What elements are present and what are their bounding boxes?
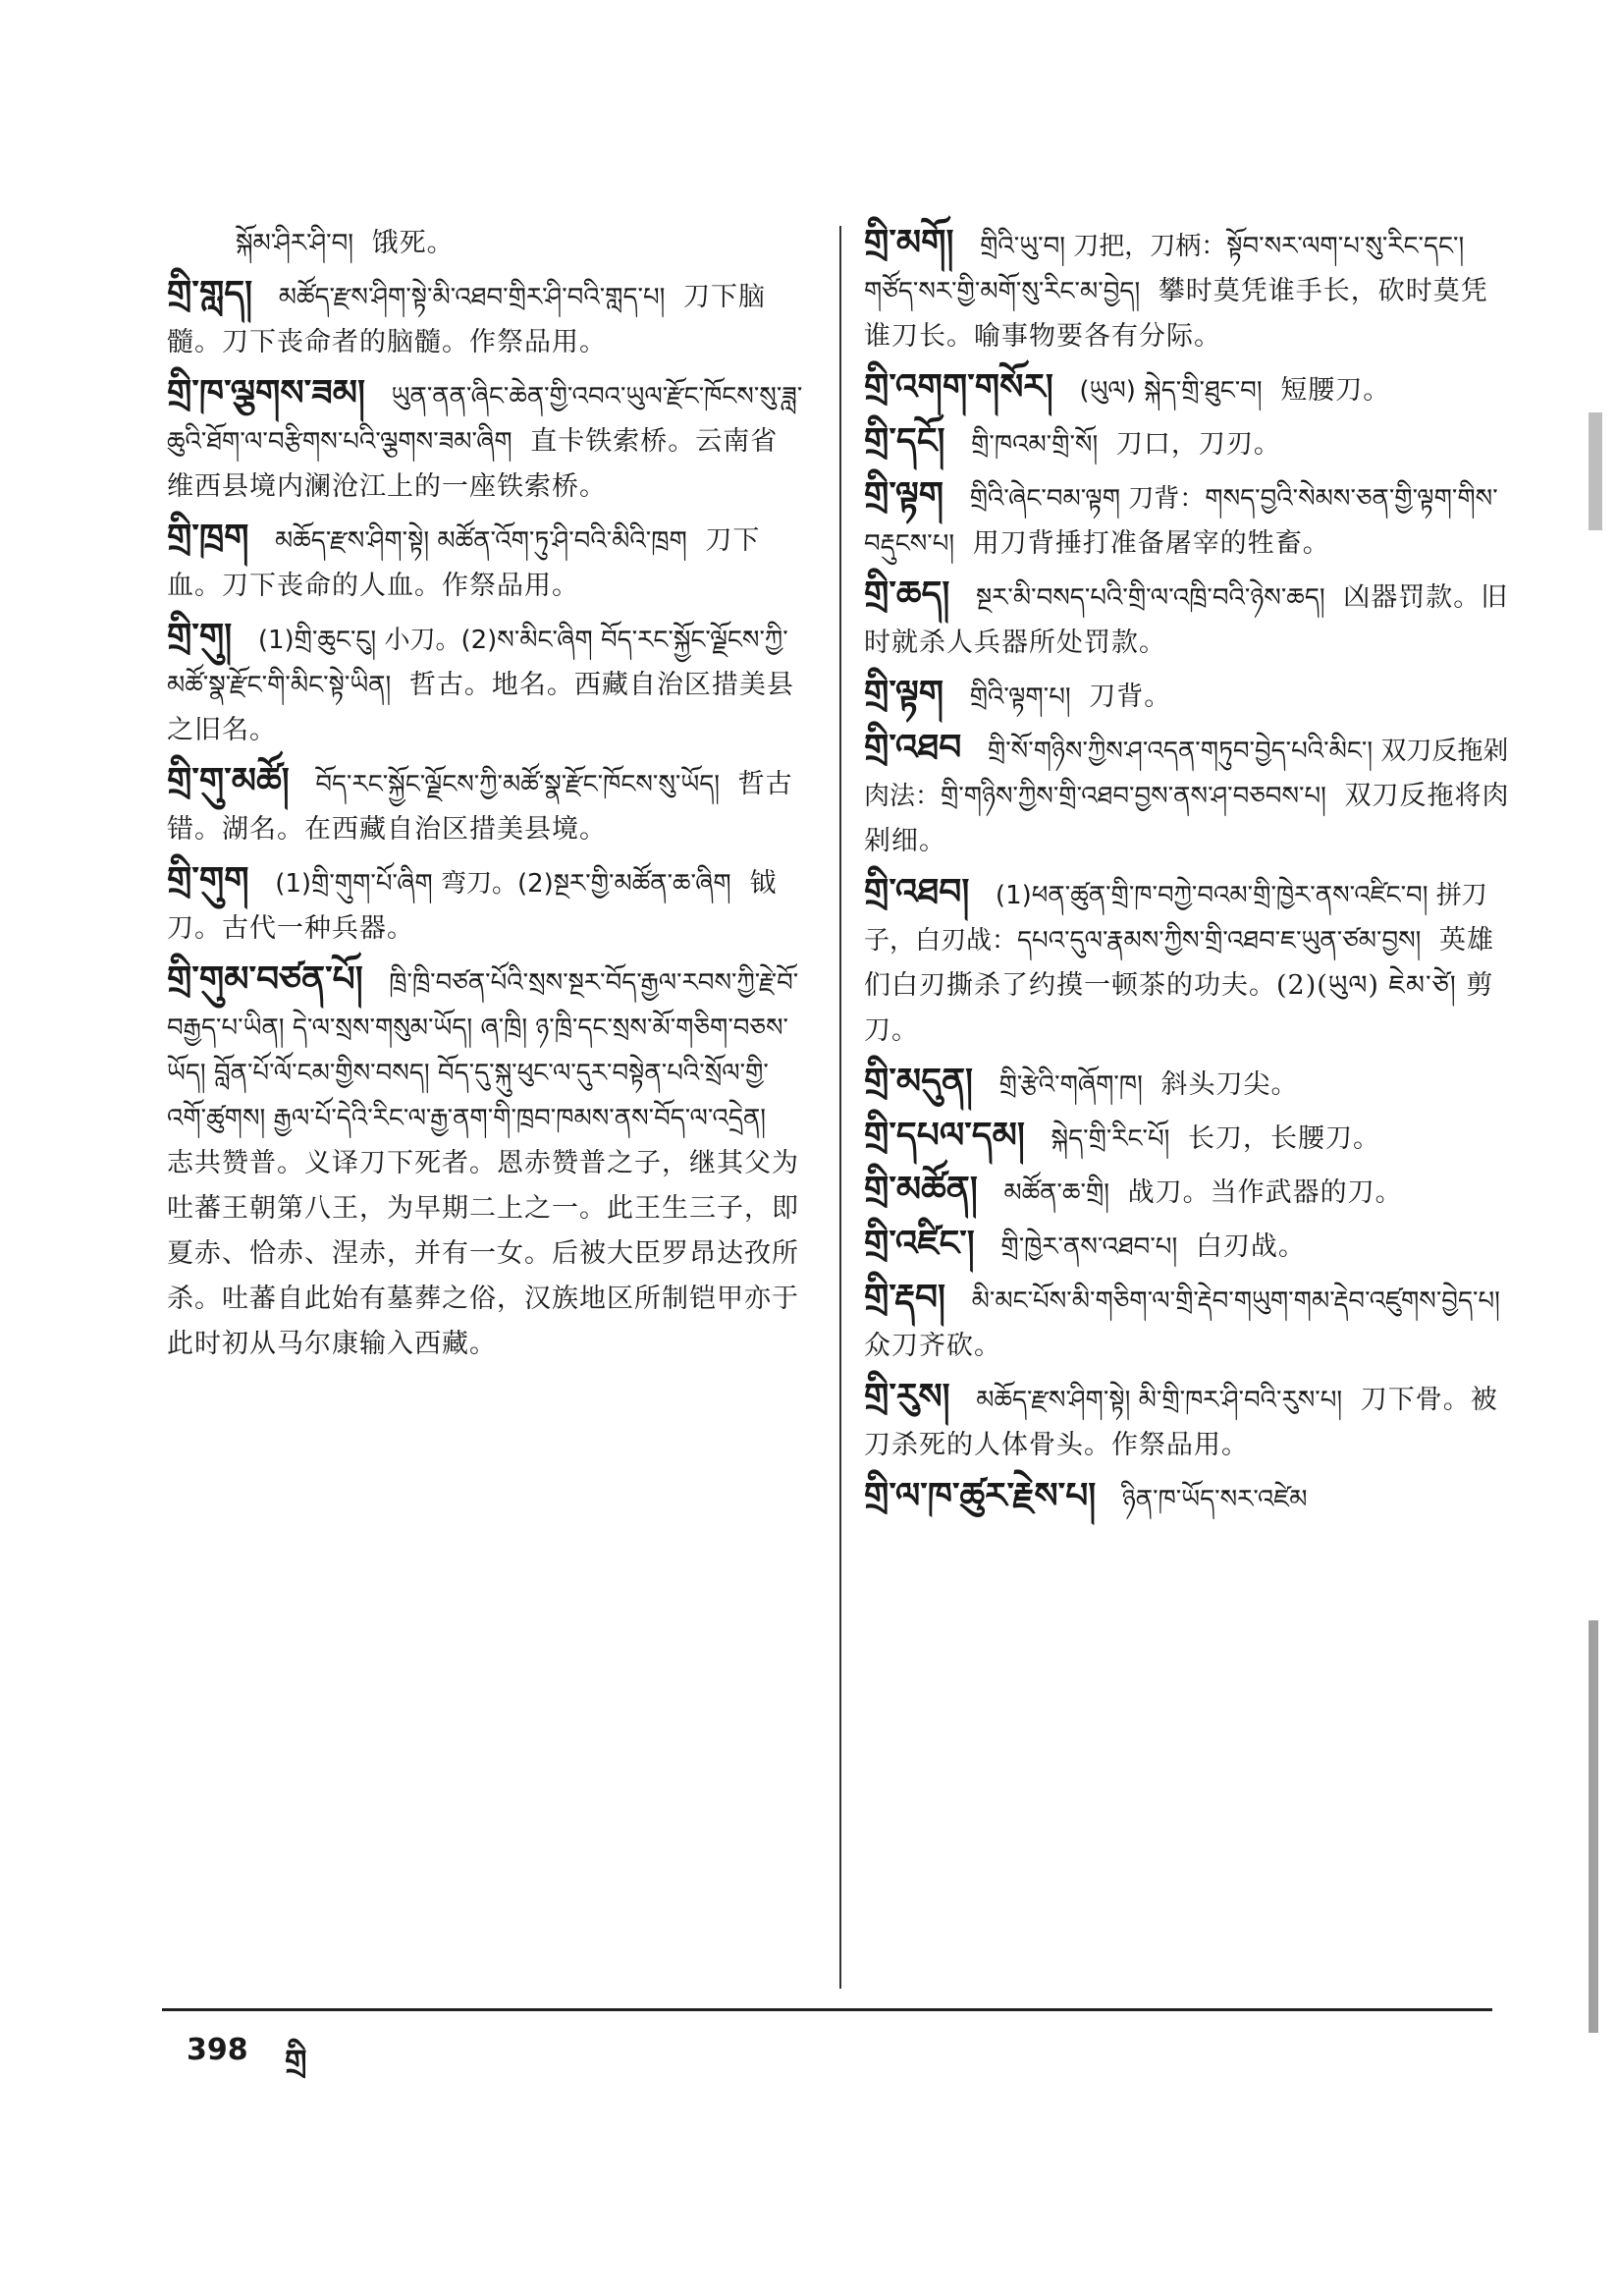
- dictionary-entry: [864, 1375, 1512, 1468]
- dictionary-entry: [864, 672, 1512, 720]
- entry-headword: གྲི་གུ་མཚོ།: [167, 761, 290, 801]
- dictionary-entry: [864, 1168, 1512, 1216]
- entry-headword: གྲི་གུ།: [167, 617, 233, 657]
- entry-chinese: 用刀背捶打准备屠宰的牲畜。: [972, 528, 1330, 559]
- dictionary-entry: [167, 858, 805, 952]
- entry-headword: གྲི་མགོ།: [864, 223, 954, 263]
- entry-headword: གྲི་གླད།: [167, 274, 253, 314]
- entry-chinese: 凶器罚款。旧时就杀人兵器所处罚款。: [864, 582, 1509, 658]
- entry-tibetan: མཚོད་རྫས་ཤིག་སྟེ་མི་འཐབ་གྲིར་ཤི་བའི་གླད་པ།: [278, 283, 666, 312]
- entry-headword: གྲི་རྡབ།: [864, 1278, 946, 1318]
- entry-chinese: 饿死。: [371, 228, 455, 258]
- dictionary-entry: [864, 473, 1512, 567]
- dictionary-entry: [167, 221, 805, 266]
- entry-chinese: 战刀。当作武器的刀。: [1127, 1177, 1403, 1208]
- page-number: 398: [187, 2033, 248, 2067]
- entry-tibetan: མཆོད་རྫས་ཤིག་སྟེ། མི་གྲི་ཁར་ཤི་བའི་རུས་པ།: [976, 1386, 1343, 1415]
- entry-tibetan: མི་མང་པོས་མི་གཅིག་ལ་གྲི་རྡེབ་གཡུག་གམ་རྡེབ་འཛུགས་བྱེད་པ།: [971, 1286, 1500, 1316]
- entry-tibetan: (1)གྲི་གུག་པོ་ཞིག 弯刀。(2)སྔར་གྱི་མཚོན་ཆ་ཞིག: [275, 869, 731, 899]
- entry-tibetan: གྲི་རྩེའི་གཞོག་ཁ།: [998, 1070, 1143, 1100]
- entry-headword: གྲི་འགག་གསོར།: [864, 367, 1053, 408]
- entry-chinese: 英雄们白刃撕杀了约摸一顿茶的功夫。(2)(ཡུལ) ཇེམ་ཙེ། 剪刀。: [864, 925, 1495, 1046]
- running-head: གྲི: [285, 2043, 307, 2080]
- entry-chinese: 长刀，长腰刀。: [1188, 1123, 1381, 1154]
- dictionary-entry: [864, 1114, 1512, 1162]
- entry-headword: གྲི་གུག: [167, 860, 249, 901]
- entry-headword: གྲི་གུམ་བཙན་པོ།: [167, 959, 363, 1000]
- entry-headword: གྲི་མདུན།: [864, 1062, 974, 1102]
- footer-rule: [162, 2008, 1492, 2011]
- entry-headword: གྲི་ཁ་ལྕགས་ཟམ།: [167, 373, 366, 413]
- entry-tibetan: གྲི་སོ་གཉིས་ཀྱིས་ཤ་འདན་གཏུབ་བྱེད་པའི་མིང་། 双刀反拖剁肉法：གྲི་གཉིས་ཀྱིས་གྲི་འཐབ་བྱས་ནས་ཤ་བཅབས་པ།: [864, 737, 1509, 811]
- scan-edge-mark: [1589, 412, 1602, 530]
- entry-chinese: 斜头刀尖。: [1160, 1069, 1299, 1100]
- entry-chinese: 众刀齐砍。: [864, 1331, 1001, 1361]
- entry-headword: གྲི་དངོ།: [864, 421, 945, 462]
- dictionary-entry: [864, 726, 1512, 864]
- entry-headword: གྲི་འཛིང་།: [864, 1224, 975, 1264]
- dictionary-entry: [864, 1474, 1512, 1522]
- entry-chinese: 哲古。地名。西藏自治区措美县之旧名。: [167, 670, 794, 745]
- dictionary-entry: [864, 1060, 1512, 1108]
- entry-headword: གྲི་ཆད།: [864, 574, 950, 615]
- entry-tibetan: བོད་རང་སྐྱོང་ལྗོངས་ཀྱི་མཚོ་སྣ་རྫོང་ཁོངས་སུ་ཡོད།: [315, 770, 721, 799]
- entry-tibetan: གྲིའི་ལྟག་པ།: [969, 683, 1071, 712]
- entry-tibetan: གྲི་ཁའམ་གྲི་སོ།: [971, 430, 1099, 460]
- entry-headword: གྲི་རུས།: [864, 1377, 950, 1417]
- entry-tibetan: (1)གྲི་ཆུང་ངུ། 小刀。(2)ས་མིང་ཞིག བོད་རང་སྐྱོང་ལྗོངས་ཀྱི་མཚོ་སྣ་རྫོང་གི་མིང་སྟེ་ཡིན།: [167, 626, 788, 700]
- entry-headword: གྲི་ལ་ཁ་ཚུར་རྗེས་པ།: [864, 1476, 1097, 1516]
- dictionary-entry: [864, 1276, 1512, 1369]
- entry-tibetan: མཆོད་རྫས་ཤིག་སྟེ། མཚོན་འོག་ཏུ་ཤི་བའི་མིའི་ཁྲག: [275, 526, 687, 556]
- entry-headword: གྲི་འཐབ།: [864, 872, 970, 912]
- column-divider: [839, 226, 841, 1989]
- entry-chinese: 直卡铁索桥。云南省维西县境内澜沧江上的一座铁索桥。: [167, 426, 779, 502]
- entry-tibetan: གྲིའི་ཡུ་བ། 刀把，刀柄：སྟོབ་སར་ལག་པ་སུ་རིང་དང་། གཙོད་སར་གྱི་མགོ་སུ་རིང་མ་བྱེད།: [864, 232, 1465, 306]
- entry-headword: གྲི་ལྟག: [864, 674, 944, 714]
- entry-headword: གྲི་ལྟག: [864, 475, 944, 516]
- dictionary-entry: [864, 573, 1512, 666]
- dictionary-entry: [167, 957, 805, 1367]
- entry-headword: གྲི་འཐབ: [864, 728, 962, 768]
- entry-chinese: 双刀反拖将肉剁细。: [864, 781, 1510, 856]
- entry-tibetan: སྐེད་གྲི་རིང་པོ།: [1051, 1124, 1170, 1154]
- dictionary-entry: [864, 1222, 1512, 1270]
- dictionary-entry: [167, 371, 805, 510]
- entry-headword: གྲི་དཔལ་དམ།: [864, 1116, 1025, 1156]
- dictionary-entry: [864, 419, 1512, 467]
- dictionary-entry: [167, 516, 805, 609]
- entry-chinese: 钺刀。古代一种兵器。: [167, 868, 778, 944]
- entry-chinese: 刀口，刀刃。: [1115, 429, 1281, 460]
- dictionary-entry: [864, 365, 1512, 413]
- entry-chinese: 刀下血。刀下丧命的人血。作祭品用。: [167, 525, 761, 601]
- entry-tibetan: གྲི་ཁྱེར་ནས་འཐབ་པ།: [1000, 1232, 1178, 1262]
- entry-tibetan: ཁྲི་ཁྲི་བཙན་པོའི་སྲས་སྔར་བོད་རྒྱལ་རབས་ཀྱི་རྗེ་བོ་བརྒྱད་པ་ཡིན། དེ་ལ་སྲས་གསུམ་ཡོད། ཞ་ཁྲི། ཉ་ཁྲི་དང་སྲས་མོ་གཅིག་བཅས་ཡོད། བློན་པོ་ལོ་ངམ་གྱིས་བསད། བོད་དུ་སྐུ་ཕུང་ལ་དུར་བསྟེན་པའི་སྲོལ་གྱི་འགོ་ཚུགས། རྒྱལ་པོ་དེའི་རིང་ལ་རྒྱ་ནག་གི་ཁྲབ་ཁམས་ནས་བོད་ལ་འདྲེན།: [167, 968, 799, 1133]
- entry-tibetan: གྲིའི་ཞེང་བམ་ལྟག 刀背：གསད་བྱའི་སེམས་ཅན་གྱི་ལྟག་གིས་བརྡུངས་པ།: [864, 484, 1498, 559]
- entry-chinese: 攀时莫凭谁手长，砍时莫凭谁刀长。喻事物要各有分际。: [864, 276, 1488, 352]
- dictionary-entry: [167, 615, 805, 753]
- left-column: [167, 221, 805, 1373]
- entry-chinese: 刀背。: [1089, 682, 1172, 712]
- entry-chinese: 刀下骨。被刀杀死的人体骨头。作祭品用。: [864, 1385, 1498, 1460]
- entry-tibetan: མཚོན་ཆ་གྲི།: [1003, 1178, 1110, 1208]
- dictionary-entry: [167, 272, 805, 365]
- dictionary-entry: [864, 870, 1512, 1054]
- entry-headword: གྲི་ཁྲག: [167, 518, 249, 558]
- entry-tibetan: (1)ཕན་ཚུན་གྲི་ཁ་བཀྱེ་བའམ་གྲི་ཁྱེར་ནས་འཛིང་བ། 拼刀子，白刃战：དཔའ་དུལ་རྣམས་ཀྱིས་གྲི་འཐབ་ཇ་ཡུན་ཙམ་བྱས།: [864, 881, 1487, 956]
- entry-tibetan: ཉིན་ཁ་ཡོད་སར་འཛེམ: [1121, 1485, 1308, 1514]
- dictionary-entry: [167, 759, 805, 852]
- entry-tibetan: སྔར་མི་བསད་པའི་གྲི་ལ་འཁྲི་བའི་ཉེས་ཆད།: [975, 583, 1325, 613]
- right-column: [864, 221, 1512, 1528]
- entry-headword: གྲི་མཚོན།: [864, 1170, 978, 1210]
- dictionary-entry: [864, 221, 1512, 359]
- scan-edge-mark: [1589, 1620, 1598, 2033]
- entry-chinese: 白刃战。: [1195, 1231, 1306, 1262]
- entry-tibetan: ཡུན་ནན་ཞིང་ཆེན་གྱི་འབའ་ཡུལ་རྫོང་ཁོངས་སུ་ཟླ་ཆུའི་ཐོག་ལ་བརྩིགས་པའི་ལྕགས་ཟམ་ཞིག: [167, 382, 803, 457]
- entry-chinese: 短腰刀。: [1280, 375, 1391, 406]
- entry-tibetan: (ཡུལ) སྐེད་གྲི་ཐུང་བ།: [1079, 376, 1263, 406]
- entry-chinese: 刀下脑髓。刀下丧命者的脑髓。作祭品用。: [167, 282, 767, 357]
- entry-tibetan: སྐོམ་ཤིར་ཤི་བ།: [236, 229, 354, 258]
- entry-chinese: 志共赞普。义译刀下死者。恩赤赞普之子，继其父为吐蕃王朝第八王，为早期二上之一。此王生三子，即夏赤、恰赤、涅赤，并有一女。后被大臣罗昂达孜所杀。吐蕃自此始有墓葬之俗，汉族地区所制铠甲亦于此时初从马尔康输入西藏。: [167, 1148, 799, 1359]
- entry-chinese: 哲古错。湖名。在西藏自治区措美县境。: [167, 769, 793, 845]
